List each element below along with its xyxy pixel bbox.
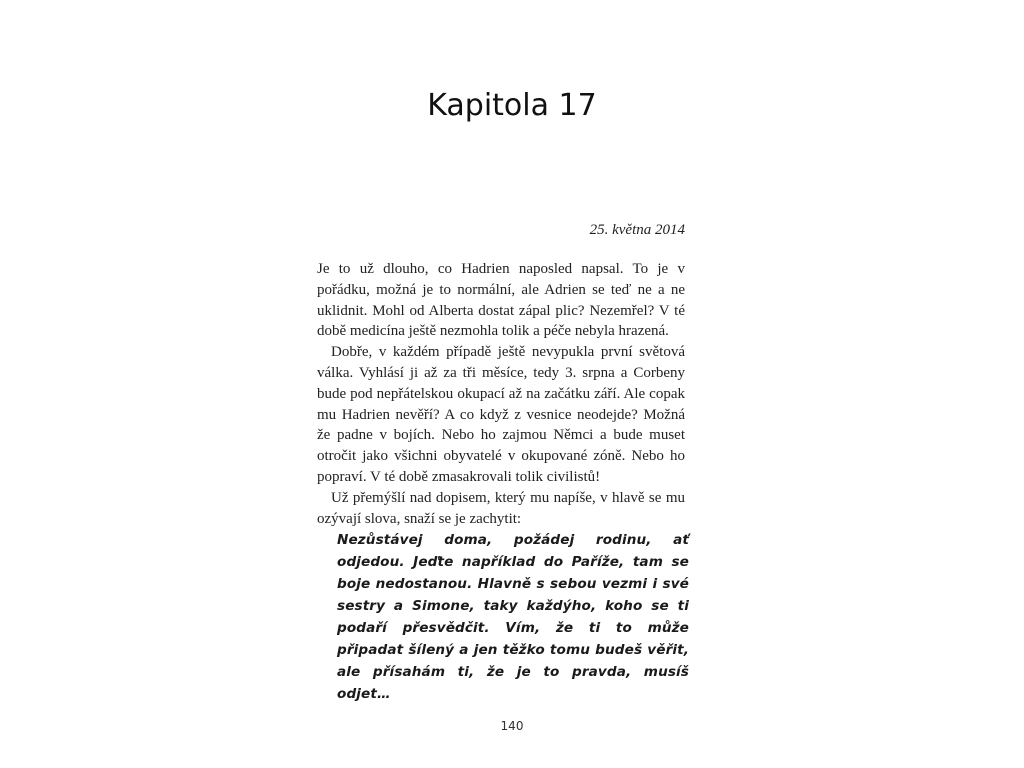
paragraph-1: Je to už dlouho, co Hadrien naposled napsal. To je v pořádku, možná je to normální, ale Adrien se teď ne a ne uklidnit. Mohl od Alberta dostat zápal plic? Nezemřel? V té době medicína ještě nezmohla tolik a péče nebyla hrazená. [317, 261, 685, 340]
chapter-title: Kapitola 17 [427, 88, 597, 124]
body-text [317, 259, 685, 529]
page-number: 140 [500, 719, 524, 733]
paragraph-3: Už přemýšlí nad dopisem, který mu napíše, v hlavě se mu ozývají slova, snaží se je zachytit: [317, 489, 685, 527]
entry-date: 25. května 2014 [589, 222, 685, 238]
handwritten-letter: Nezůstávej doma, požádej rodinu, ať odjedou. Jeďte například do Paříže, tam se boje nedostanou. Hlavně s sebou vezmi i své sestry a Simone, taky každýho, koho se ti podaří přesvědčit. Vím, že ti to může připadat šílený a jen těžko tomu budeš věřit, ale přísahám ti, že je to pravda, musíš odjet… [337, 532, 689, 702]
paragraph-2: Dobře, v každém případě ještě nevypukla první světová válka. Vyhlásí ji až za tři měsíce, tedy 3. srpna a Corbeny bude pod nepřátelskou okupací až na začátku září. Ale copak mu Hadrien nevěří? A co když z vesnice neodejde? Možná že padne v bojích. Nebo ho zajmou Němci a bude muset otročit jako všichni obyvatelé v okupované zóně. Nebo ho popraví. V té době zmasakrovali tolik civilistů! [317, 344, 685, 485]
